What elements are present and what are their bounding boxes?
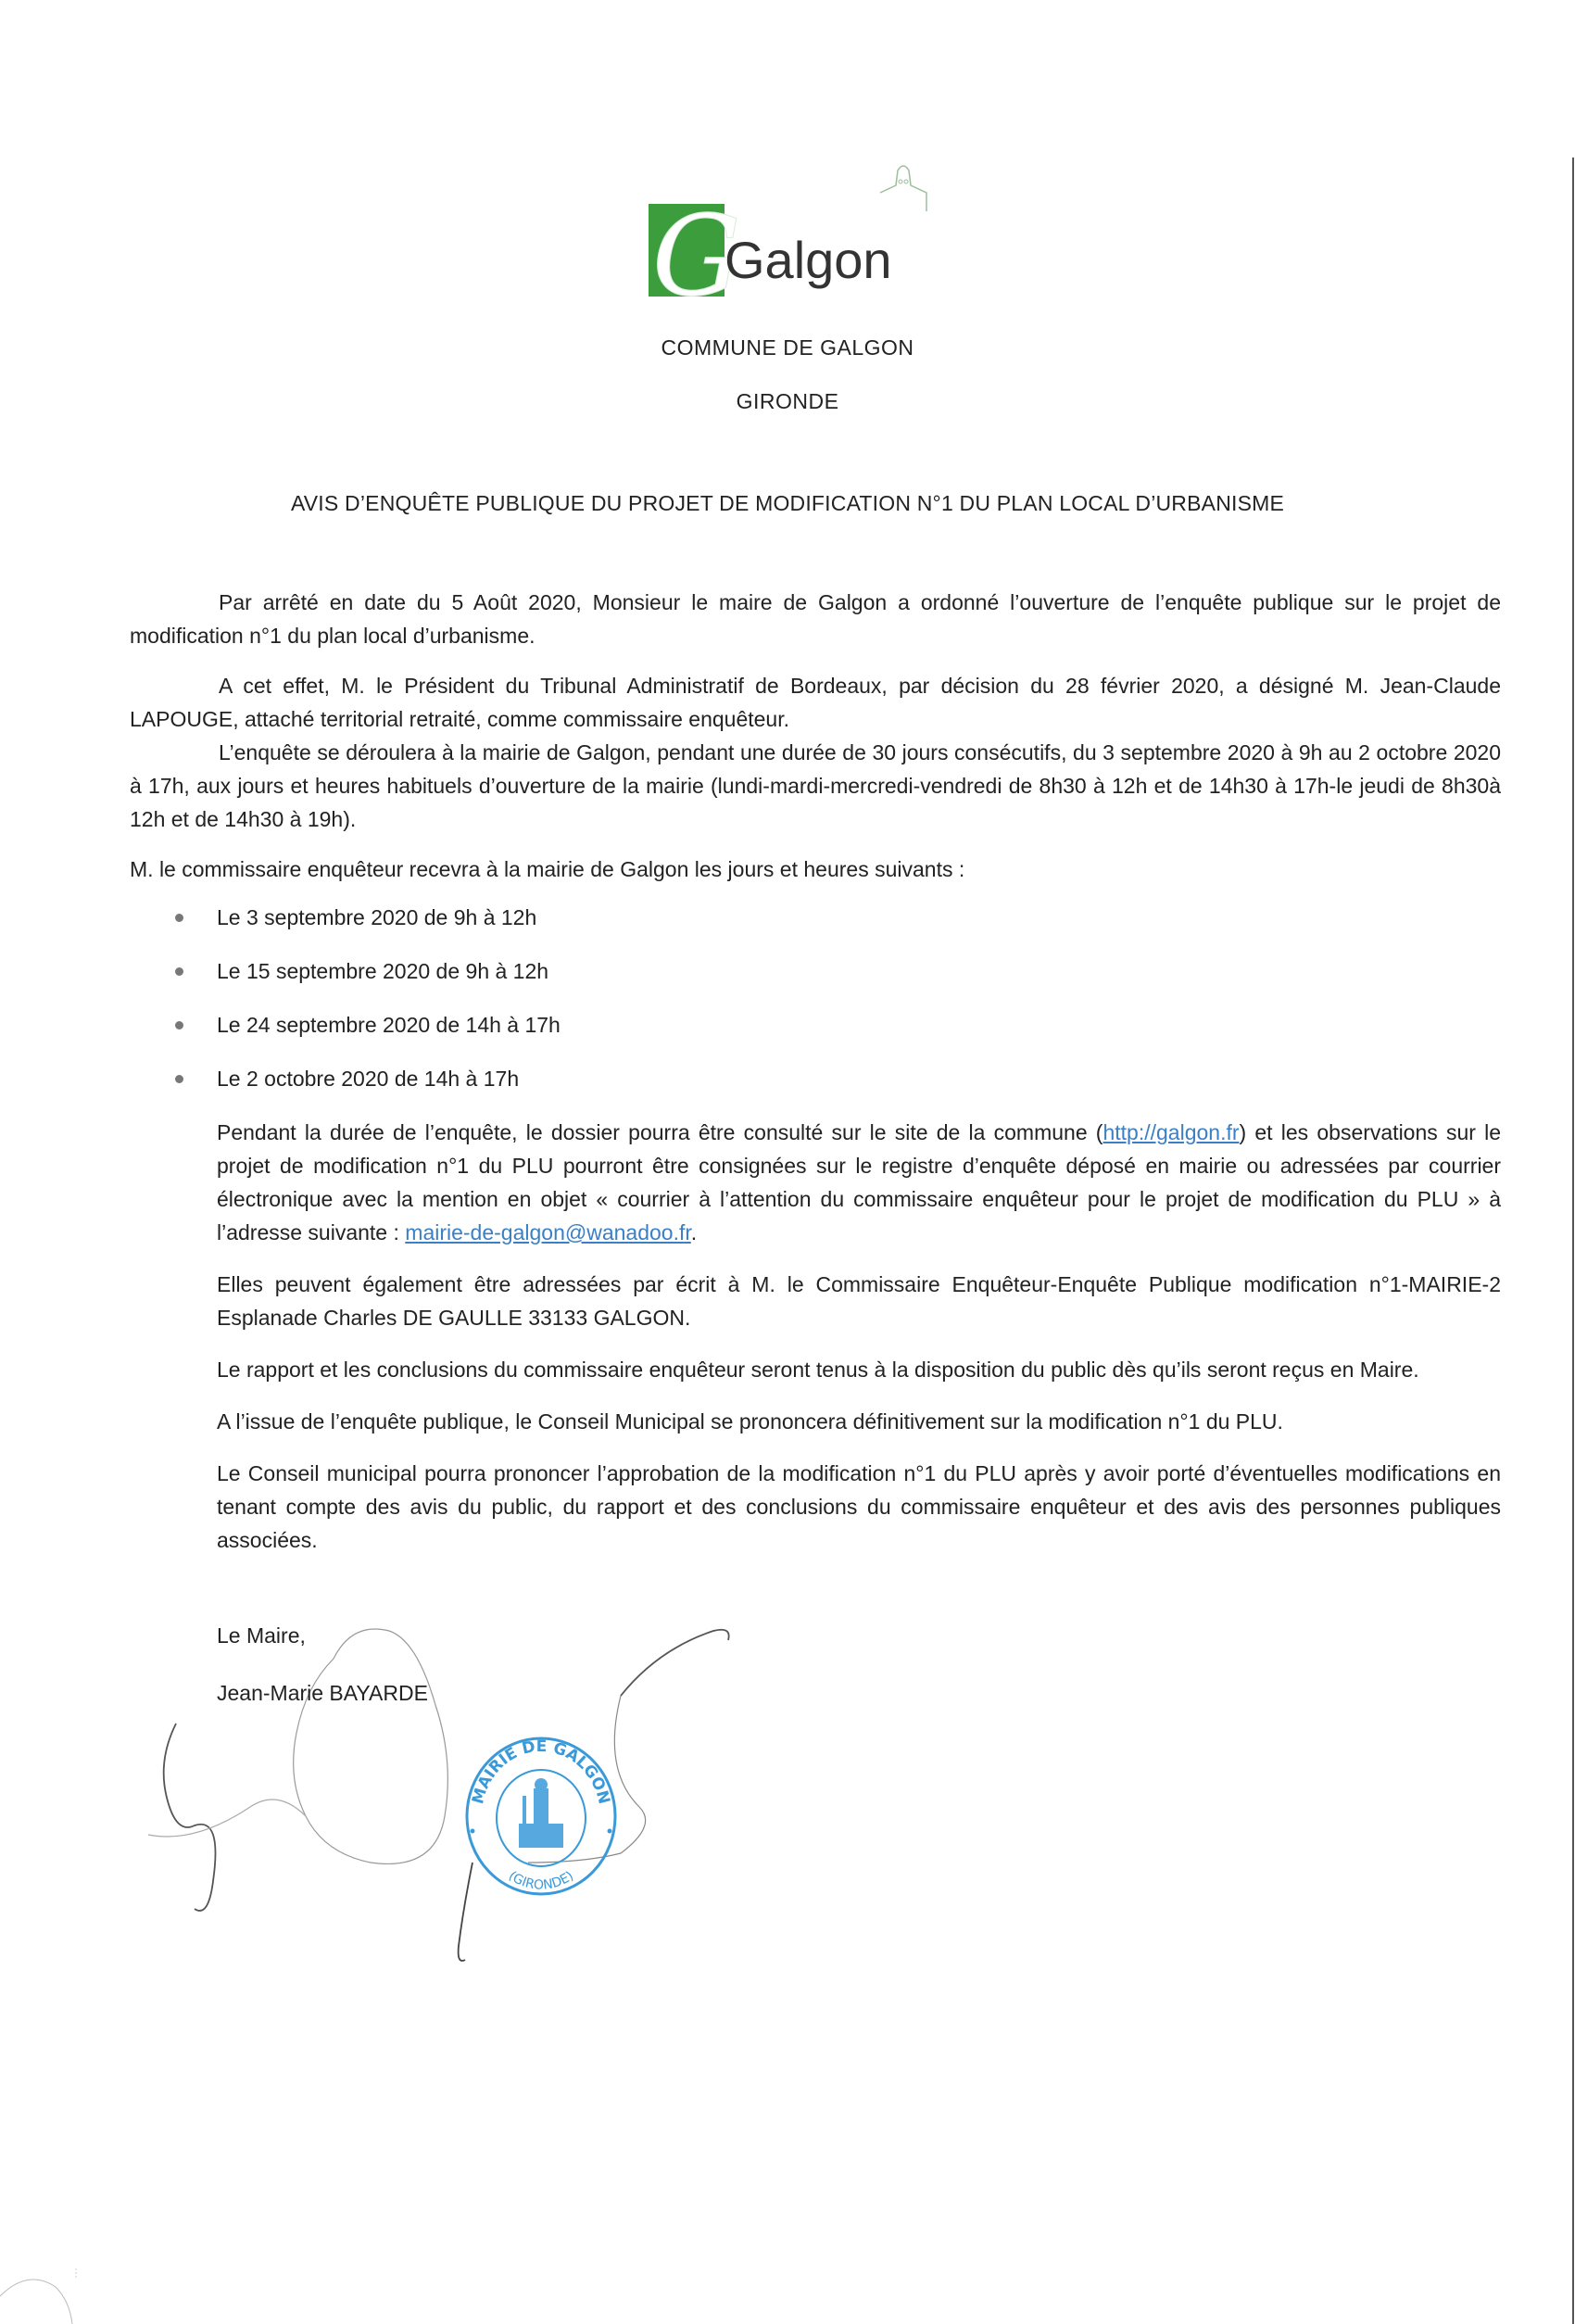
paragraph-permanences-intro: M. le commissaire enquêteur recevra à la mairie de Galgon les jours et heures suivants : (130, 857, 965, 881)
list-item-text: Le 15 septembre 2020 de 9h à 12h (217, 959, 549, 983)
paragraph-text: Pendant la durée de l’enquête, le dossier pourra être consulté sur le site de la commune ( (217, 1120, 1103, 1144)
paragraph-text: ) et les observations sur le projet de modification n°1 du PLU pourront être consignées sur le registre d’enquête déposé en mairie ou adressées par courrier électronique avec la mention en objet « courrier à l’attention du commissaire enquêteur pour le projet de modification du PLU » à l’adresse suivante : (217, 1120, 1502, 1244)
paragraph-consultation (217, 1116, 1501, 1249)
paragraph-issue: A l’issue de l’enquête publique, le Conseil Municipal se prononcera définitivement sur la modification n°1 du PLU. (217, 1409, 1283, 1434)
paragraph-approbation: Le Conseil municipal pourra prononcer l’approbation de la modification n°1 du PLU après y avoir porté d’éventuelles modifications en tenant compte des avis du public, du rapport et des conclusions du commissaire enquêteur et des avis des personnes publiques associées. (217, 1461, 1501, 1552)
list-item-text: Le 2 octobre 2020 de 14h à 17h (217, 1067, 520, 1091)
stamp-emblem-icon (519, 1778, 563, 1848)
scan-corner-mark (0, 2268, 93, 2324)
website-link[interactable]: http://galgon.fr (1102, 1120, 1240, 1144)
commune-name: COMMUNE DE GALGON (661, 335, 914, 360)
paragraph-text: A cet effet, M. le Président du Tribunal Administratif de Bordeaux, par décision du 28 février 2020, a désigné M. Jean-Claude LAPOUGE, attaché territorial retraité, comme commissaire enquêteur. (130, 674, 1501, 731)
paragraph-designation (130, 669, 1501, 736)
stamp-star-icon (471, 1829, 475, 1834)
logo-g-letter: G (652, 193, 741, 322)
list-item-text: Le 3 septembre 2020 de 9h à 12h (217, 905, 537, 929)
bullet-icon (175, 1075, 183, 1083)
list-item (167, 901, 1501, 934)
paragraph-text: . (690, 1220, 698, 1244)
document-page (0, 158, 1575, 2324)
department-name: GIRONDE (736, 389, 839, 413)
signature-block (217, 1622, 1143, 2011)
bullet-icon (175, 914, 183, 922)
logo-wordmark-text: Galgon (724, 231, 892, 289)
paragraph-rapport: Le rapport et les conclusions du commissaire enquêteur seront tenus à la disposition du public dès qu’ils seront reçus en Maire. (217, 1358, 1419, 1382)
notice-title: AVIS D’ENQUÊTE PUBLIQUE DU PROJET DE MODIFICATION N°1 DU PLAN LOCAL D’URBANISME (290, 491, 1285, 515)
list-item (167, 1008, 1501, 1042)
galgon-logo (639, 158, 936, 322)
stamp-top-text: MAIRIE DE GALGON (469, 1737, 613, 1807)
bullet-icon (175, 1021, 183, 1029)
notice-body (130, 586, 1501, 2011)
list-item (167, 1062, 1501, 1095)
paragraph-text: L’enquête se déroulera à la mairie de Galgon, pendant une durée de 30 jours consécutifs, du 3 septembre 2020 à 9h au 2 octobre 2020 à 17h, aux jours et heures habituels d’ouverture de la mairie (lundi-mardi-mercredi-vendredi de 8h30 à 12h et de 14h30 à 17h-le jeudi de 8h30à 12h et de 14h30 à 19h). (130, 740, 1501, 831)
paragraph-courrier: Elles peuvent également être adressées par écrit à M. le Commissaire Enquêteur-Enquête Publique modification n°1-MAIRIE-2 Esplanade Charles DE GAULLE 33133 GALGON. (217, 1272, 1501, 1330)
signature-role: Le Maire, (217, 1623, 306, 1648)
logo-wordmark (639, 158, 892, 322)
list-item (167, 954, 1501, 988)
bullet-icon (175, 967, 183, 976)
church-icon (876, 158, 931, 213)
email-link[interactable]: mairie-de-galgon@wanadoo.fr (405, 1220, 691, 1244)
list-item-text: Le 24 septembre 2020 de 14h à 17h (217, 1013, 561, 1037)
paragraph-duree (130, 736, 1501, 836)
stamp-bottom-text: (GIRONDE) (505, 1868, 577, 1893)
stamp-star-icon (608, 1829, 612, 1834)
permanences-list (167, 901, 1501, 1095)
scan-edge-line (1572, 158, 1574, 2324)
paragraph-text: Par arrêté en date du 5 Août 2020, Monsieur le maire de Galgon a ordonné l’ouverture de l’enquête publique sur le projet de modification n°1 du plan local d’urbanisme. (130, 590, 1501, 648)
paragraph-arrete (130, 586, 1501, 652)
signature-name: Jean-Marie BAYARDE (217, 1681, 428, 1705)
mairie-stamp (458, 1724, 624, 1900)
